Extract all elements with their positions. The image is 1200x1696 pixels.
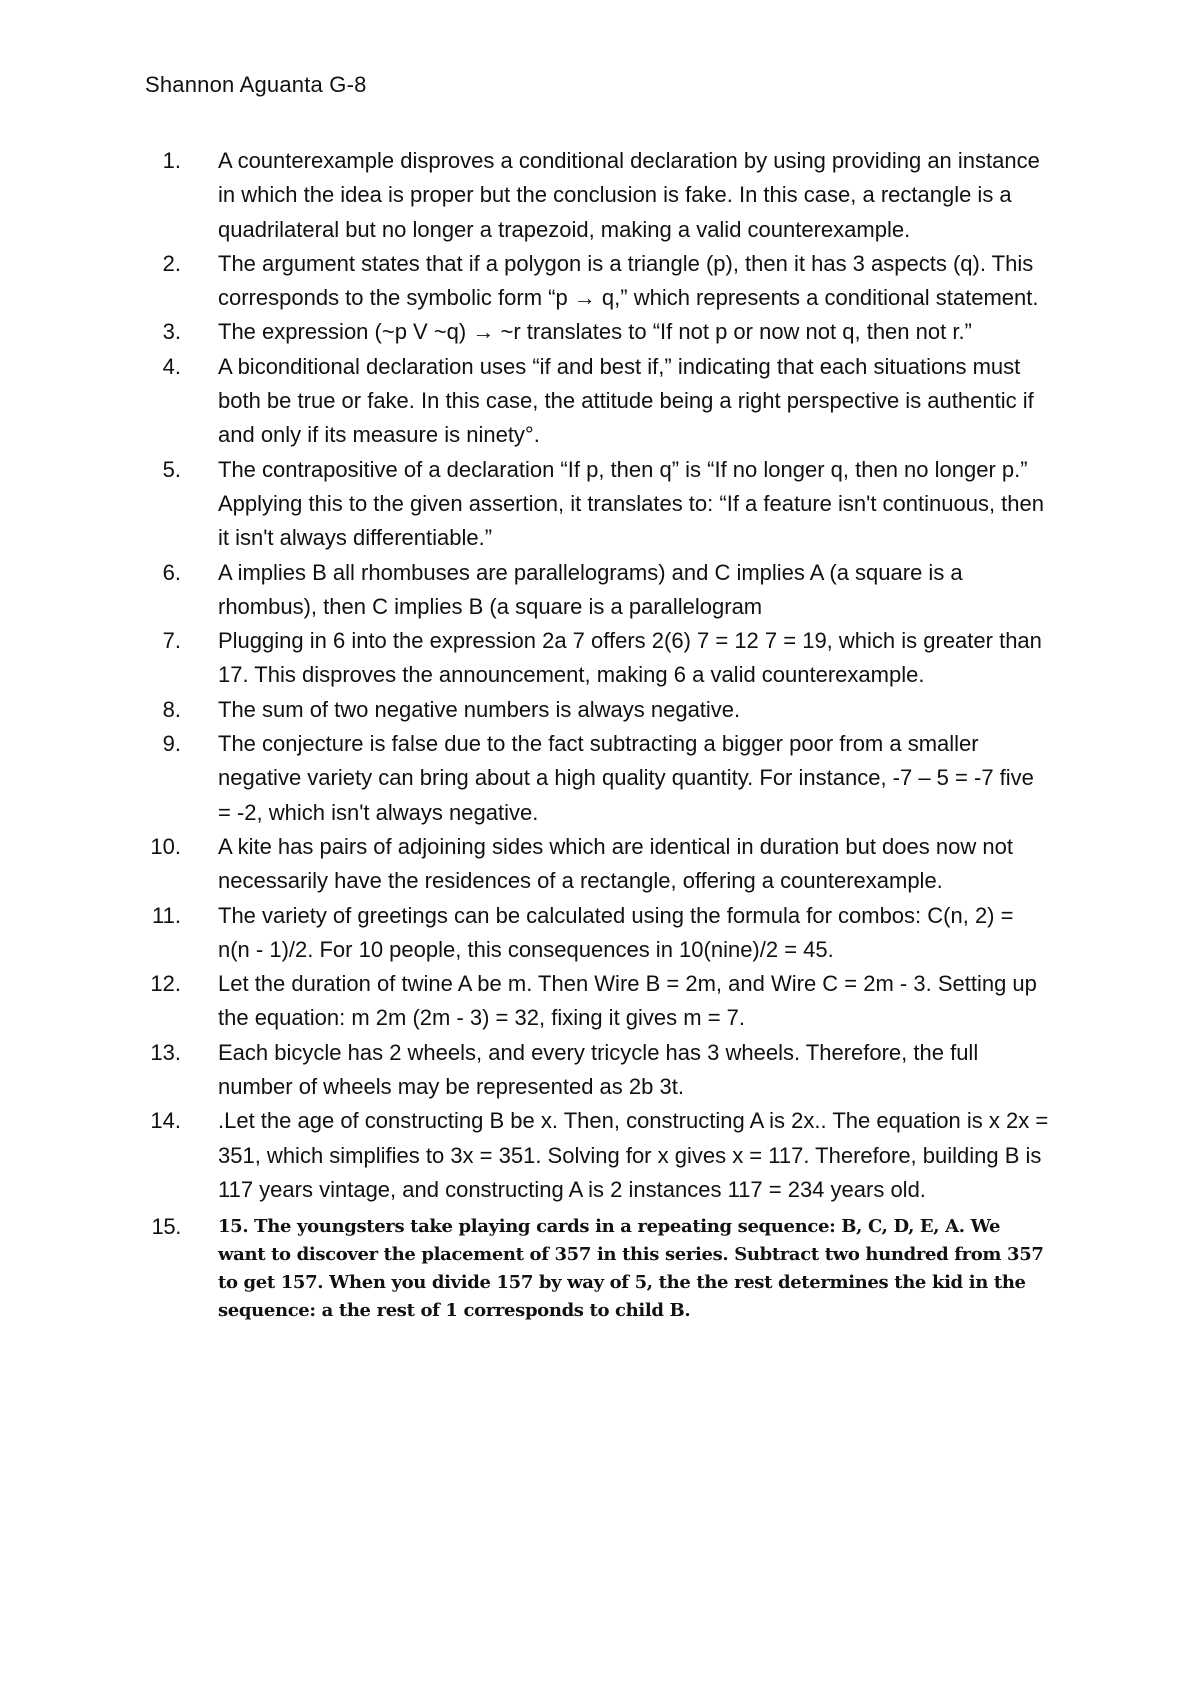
item-number: 3. bbox=[162, 319, 181, 345]
list-item bbox=[0, 453, 1200, 556]
item-text: A kite has pairs of adjoining sides which are identical in duration but does now not necessarily have the residences of a rectangle, offering a counterexample. bbox=[218, 833, 1013, 894]
item-text: Let the duration of twine A be m. Then Wire B = 2m, and Wire C = 2m - 3. Setting up the equation: m 2m (2m - 3) = 32, fixing it gives m = 7. bbox=[218, 971, 1037, 1031]
list-item bbox=[0, 556, 1200, 625]
item-text: The contrapositive of a declaration “If p, then q” is “If no longer q, then no longer p.” Applying this to the given assertion, it translates to: “If a feature isn't continuous, then it isn't always differentiable.” bbox=[218, 456, 1044, 551]
item-text: .Let the age of constructing B be x. Then, constructing A is 2x.. The equation is x 2x = 351, which simplifies to 3x = 351. Solving for x gives x = 117. Therefore, building B is 117 years vintage, and constructing A is 2 instances 117 = 234 years old. bbox=[218, 1108, 1049, 1202]
item-text: Each bicycle has 2 wheels, and every tricycle has 3 wheels. Therefore, the full number of wheels may be represented as 2b 3t. bbox=[218, 1039, 979, 1100]
item-text: The variety of greetings can be calculated using the formula for combos: C(n, 2) = n(n - 1)/2. For 10 people, this consequences in 10(nine)/2 = 45. bbox=[218, 902, 1014, 962]
list-item bbox=[0, 967, 1200, 1036]
list-item bbox=[0, 899, 1200, 968]
item-number: 6. bbox=[162, 559, 181, 585]
list-item bbox=[0, 624, 1200, 693]
item-text: The conjecture is false due to the fact subtracting a bigger poor from a smaller negative variety can bring about a high quality quantity. For instance, -7 – 5 = -7 five = -2, which isn't always negative. bbox=[218, 731, 1034, 825]
item-text: Plugging in 6 into the expression 2a 7 offers 2(6) 7 = 12 7 = 19, which is greater than 17. This disproves the announcement, making 6 a valid counterexample. bbox=[218, 628, 1042, 688]
list-item bbox=[0, 1036, 1200, 1105]
item-number: 13. bbox=[150, 1039, 181, 1065]
item-number: 10. bbox=[150, 833, 181, 859]
list-item bbox=[0, 830, 1200, 899]
author-header: Shannon Aguanta G-8 bbox=[145, 72, 367, 97]
item-number: 2. bbox=[162, 250, 181, 276]
list-item bbox=[0, 693, 1200, 727]
item-number: 7. bbox=[162, 628, 181, 654]
list-item bbox=[0, 315, 1200, 349]
list-item bbox=[0, 144, 1200, 247]
item-number: 14. bbox=[150, 1108, 181, 1134]
item-text: The sum of two negative numbers is always negative. bbox=[218, 696, 741, 722]
list-item bbox=[0, 350, 1200, 453]
item-number: 1. bbox=[162, 148, 181, 173]
answer-list bbox=[0, 144, 1200, 1325]
item-text: A implies B all rhombuses are parallelograms) and C implies A (a square is a rhombus), then C implies B (a square is a parallelogram bbox=[218, 559, 963, 619]
item-text: A counterexample disproves a conditional declaration by using providing an instance in which the idea is proper but the conclusion is fake. In this case, a rectangle is a quadrilateral but no longer a trapezoid, making a valid counterexample. bbox=[218, 148, 1040, 242]
item-text: The argument states that if a polygon is a triangle (p), then it has 3 aspects (q). This corresponds to the symbolic form “p → q,” which represents a conditional statement. bbox=[218, 250, 1039, 311]
list-item bbox=[0, 1213, 1200, 1325]
item-number: 12. bbox=[150, 971, 181, 997]
item-number: 9. bbox=[162, 731, 181, 757]
list-item bbox=[0, 247, 1200, 316]
item-text: 15. The youngsters take playing cards in a repeating sequence: B, C, D, E, A. We want to discover the placement of 357 in this series. Subtract two hundred from 357 to get 157. When you divide 157 by way of 5, the the rest determines the kid in the sequence: a the rest of 1 corresponds to child B. bbox=[218, 1216, 1044, 1322]
list-item bbox=[0, 727, 1200, 830]
item-number: 4. bbox=[162, 353, 181, 379]
item-text: A biconditional declaration uses “if and best if,” indicating that each situations must both be true or fake. In this case, the attitude being a right perspective is authentic if and only if its measure is ninety°. bbox=[218, 353, 1034, 448]
item-number: 15. bbox=[151, 1214, 181, 1240]
item-number: 5. bbox=[162, 456, 181, 482]
item-number: 11. bbox=[152, 902, 181, 928]
list-item bbox=[0, 1104, 1200, 1207]
item-number: 8. bbox=[162, 696, 181, 722]
item-text: The expression (~p V ~q) → ~r translates to “If not p or now not q, then not r.” bbox=[218, 319, 972, 345]
